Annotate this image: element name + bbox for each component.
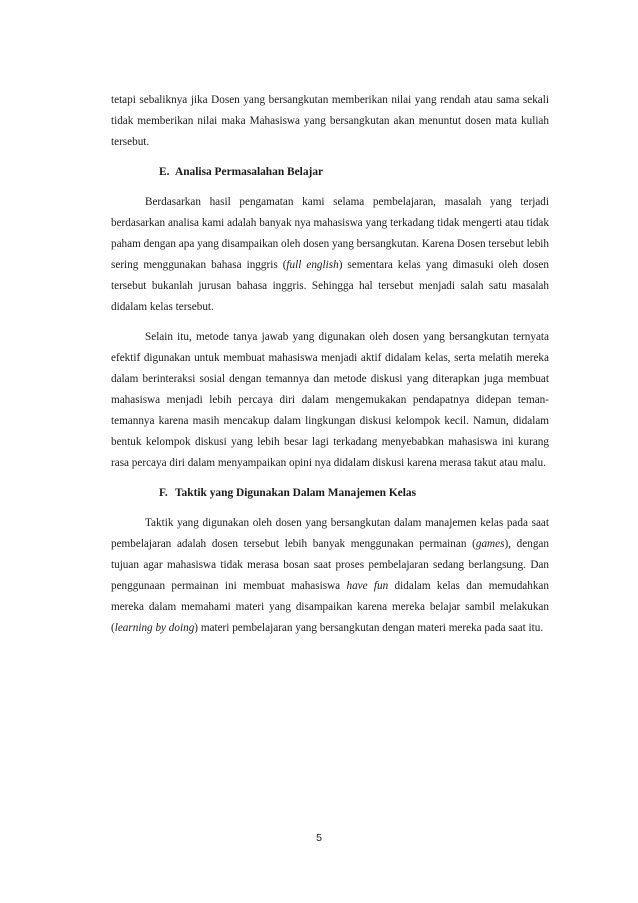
text-segment: ), dengan tujuan agar mahasiswa tidak merasa bosan saat proses pembelajaran sedang berlangsung. Dan penggunaan permainan ini membuat mahasiswa	[111, 538, 549, 592]
text-segment: ) materi pembelajaran yang bersangkutan dengan materi mereka pada saat itu.	[194, 622, 544, 634]
paragraph-continuation: tetapi sebaliknya jika Dosen yang bersangkutan memberikan nilai yang rendah atau sama sekali tidak memberikan nilai maka Mahasiswa yang bersangkutan akan menuntut dosen mata kuliah tersebut.	[111, 94, 549, 148]
section-title: Taktik yang Digunakan Dalam Manajemen Kelas	[175, 487, 417, 499]
document-body	[111, 90, 549, 639]
section-title: Analisa Permasalahan Belajar	[175, 166, 324, 178]
section-letter: E.	[159, 166, 170, 178]
text-segment: ) sementara kelas yang dimasuki oleh dosen tersebut bukanlah jurusan bahasa inggris. Sehingga hal tersebut menjadi salah satu masalah didalam kelas tersebut.	[111, 259, 549, 313]
italic-term: have fun	[346, 580, 389, 592]
section-heading-f	[111, 483, 549, 504]
section-letter: F.	[159, 487, 168, 499]
italic-term: full english	[286, 259, 339, 271]
italic-term: learning by doing	[114, 622, 195, 634]
paragraph-tactics	[111, 513, 549, 639]
italic-term: games	[475, 538, 505, 550]
section-heading-e	[111, 162, 549, 183]
text-segment: Berdasarkan hasil pengamatan kami selama pembelajaran, masalah yang terjadi berdasarkan analisa kami adalah banyak nya mahasiswa yang terkadang tidak mengerti atau tidak paham dengan apa yang disampaikan oleh dosen yang bersangkutan. Karena Dosen tersebut lebih sering menggunakan bahasa inggris (	[111, 196, 549, 271]
text-segment: Taktik yang digunakan oleh dosen yang bersangkutan dalam manajemen kelas pada saat pembelajaran adalah dosen tersebut lebih banyak menggunakan permainan (	[111, 517, 549, 550]
paragraph-analysis	[111, 192, 549, 318]
text-segment: didalam kelas dan memudahkan mereka dalam memahami materi yang disampaikan karena mereka belajar sambil melakukan (	[111, 580, 549, 634]
paragraph-method: Selain itu, metode tanya jawab yang digunakan oleh dosen yang bersangkutan ternyata efektif digunakan untuk membuat mahasiswa menjadi aktif didalam kelas, serta melatih mereka dalam berinteraksi sosial dengan temannya dan metode diskusi yang diterapkan juga membuat mahasiswa menjadi lebih percaya diri dalam mengemukakan pendapatnya didepan teman-temannya karena masih mencakup dalam lingkungan diskusi kelompok kecil. Namun, didalam bentuk kelompok diskusi yang lebih besar lagi terkadang menyebabkan mahasiswa ini kurang rasa percaya diri dalam menyampaikan opini nya didalam diskusi karena merasa takut atau malu.	[111, 331, 549, 469]
page-number: 5	[316, 832, 322, 844]
